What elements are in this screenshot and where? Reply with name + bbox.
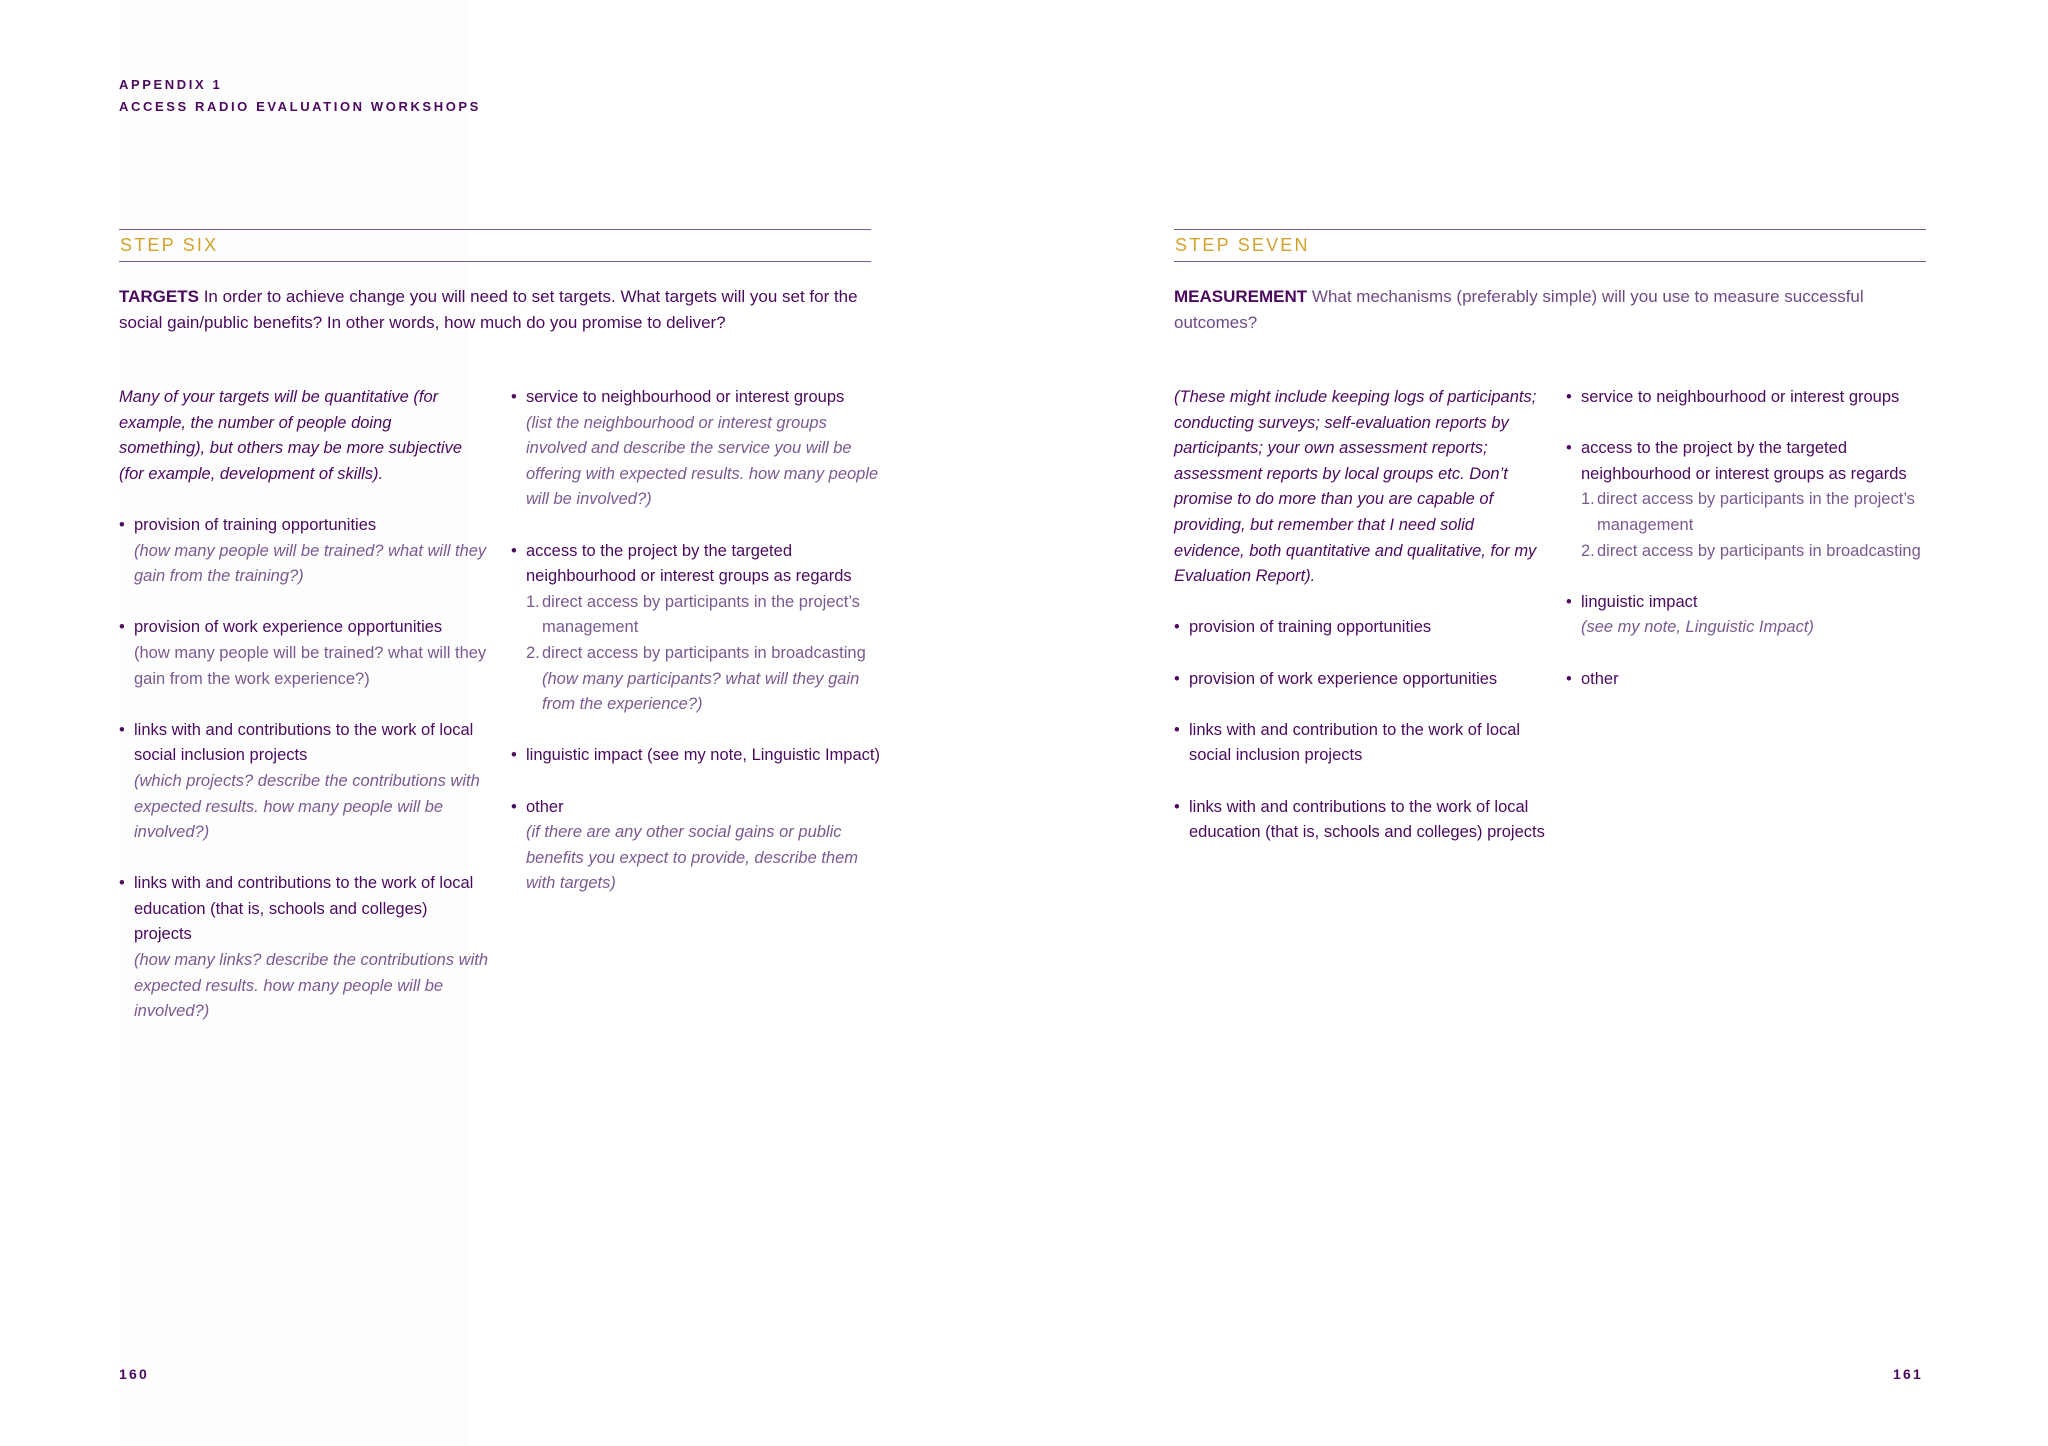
item-number: 2. [1581,541,1595,560]
list-item [1566,436,1956,564]
item-detail: (if there are any other social gains or public benefits you expect to provide, describe them with targets) [526,823,859,893]
item-title: provision of work experience opportunities [1189,669,1498,688]
bottom-rule [119,261,871,262]
bullet-icon: • [1174,669,1180,688]
item-title: links with and contributions to the work of local education (that is, schools and colleges) projects [134,874,474,944]
item-number: 1. [1581,490,1595,509]
step-six-title: STEP SIX [120,235,219,255]
step-seven-col1-list [1174,615,1546,845]
numbered-item [1581,539,1956,565]
item-title: linguistic impact [1581,592,1698,611]
running-head [119,74,481,118]
item-title: provision of work experience opportunities [134,618,443,637]
bullet-icon: • [511,541,517,560]
page-number-left: 160 [119,1366,149,1382]
step-six-section [119,229,871,336]
bullet-icon: • [1566,388,1572,406]
list-item [1174,615,1546,641]
list-item [119,871,489,1025]
item-title: provision of training opportunities [134,515,377,534]
bullet-icon: • [119,720,125,739]
running-head-line2: ACCESS RADIO EVALUATION WORKSHOPS [119,99,481,114]
step-six-col2-list [511,385,891,897]
running-head-line1: APPENDIX 1 [119,77,223,92]
bullet-icon: • [1174,618,1180,637]
numbered-item [526,590,891,641]
bullet-icon: • [511,388,517,406]
bullet-icon: • [511,797,517,816]
bullet-icon: • [1174,720,1180,739]
item-detail: (how many people will be trained? what will they gain from the training?) [134,541,487,586]
item-number: 1. [526,592,540,611]
item-title: links with and contributions to the work of local social inclusion projects [134,720,474,765]
intro-text: What mechanisms (preferably simple) will you use to measure successful outcomes? [1174,287,1864,332]
item-detail: (see my note, Linguistic Impact) [1581,618,1814,637]
step-six-column-2 [511,385,891,897]
numbered-text: direct access by participants in broadcasting [542,643,866,662]
measurement-intro [1174,284,1926,336]
item-title: linguistic impact (see my note, Linguistic Impact) [526,746,880,765]
measurement-note: (These might include keeping logs of participants; conducting surveys; self-evaluation reports by participants; your own assessment reports; assessment reports by local groups etc. Don’t promise to do more than you are capable of providing, but remember that I need solid evidence, both quantitative and qualitative, for my Evaluation Report). [1174,388,1537,586]
numbered-text: direct access by participants in the project’s management [1597,490,1915,534]
item-title: access to the project by the targeted neighbourhood or interest groups as regards [1581,439,1907,483]
list-item [119,718,489,846]
intro-text: In order to achieve change you will need to set targets. What targets will you set for the social gain/public benefits? In other words, how much do you promise to deliver? [119,287,858,332]
bullet-icon: • [1566,669,1572,688]
item-detail: (list the neighbourhood or interest groups involved and describe the service you will be offering with expected results. how many people will be involved?) [526,413,879,509]
targets-intro [119,284,871,336]
step-seven-column-1 [1174,385,1546,846]
bullet-icon: • [1174,797,1180,816]
item-title: service to neighbourhood or interest groups [526,388,845,406]
item-title: other [1581,669,1619,688]
bullet-icon: • [511,746,517,765]
step-seven-section [1174,229,1926,336]
step-seven-title: STEP SEVEN [1175,235,1310,255]
targets-note: Many of your targets will be quantitative (for example, the number of people doing something), but others may be more subjective (for example, development of skills). [119,388,462,483]
step-six-column-1 [119,385,489,1025]
numbered-text: direct access by participants in broadcasting [1597,541,1921,560]
list-item [1566,667,1956,693]
item-number: 2. [526,643,540,662]
list-item [119,615,489,692]
step-seven-col2-list [1566,385,1956,692]
intro-label: TARGETS [119,287,199,306]
bottom-rule [1174,261,1926,262]
bullet-icon: • [119,618,125,637]
numbered-item [1581,487,1956,538]
numbered-item [526,641,891,667]
item-detail: (how many people will be trained? what will they gain from the work experience?) [134,643,487,688]
item-detail: (how many participants? what will they gain from the experience?) [542,669,860,714]
list-item [1174,795,1546,846]
list-item [1566,590,1956,641]
item-title: other [526,797,564,816]
list-item [511,743,891,769]
page-number-right: 161 [1893,1366,1923,1382]
list-item [1174,718,1546,769]
bullet-icon: • [1566,592,1572,611]
numbered-text: direct access by participants in the project’s management [542,592,860,637]
item-title: links with and contributions to the work of local education (that is, schools and colleges) projects [1189,797,1545,842]
item-title: provision of training opportunities [1189,618,1432,637]
item-title: links with and contribution to the work of local social inclusion projects [1189,720,1521,765]
item-title: service to neighbourhood or interest groups [1581,388,1900,406]
list-item [119,513,489,590]
intro-label: MEASUREMENT [1174,287,1308,306]
step-six-col1-list [119,513,489,1025]
step-seven-column-2 [1566,385,1956,692]
item-title: access to the project by the targeted neighbourhood or interest groups as regards [526,541,852,586]
bullet-icon: • [119,874,125,893]
list-item [1174,667,1546,693]
list-item [511,795,891,897]
list-item [511,385,891,513]
item-detail: (which projects? describe the contributions with expected results. how many people will be involved?) [134,771,480,842]
list-item [1566,385,1956,411]
list-item [511,539,891,718]
item-detail: (how many links? describe the contributions with expected results. how many people will be involved?) [134,951,489,1021]
bullet-icon: • [119,515,125,534]
bullet-icon: • [1566,439,1572,458]
